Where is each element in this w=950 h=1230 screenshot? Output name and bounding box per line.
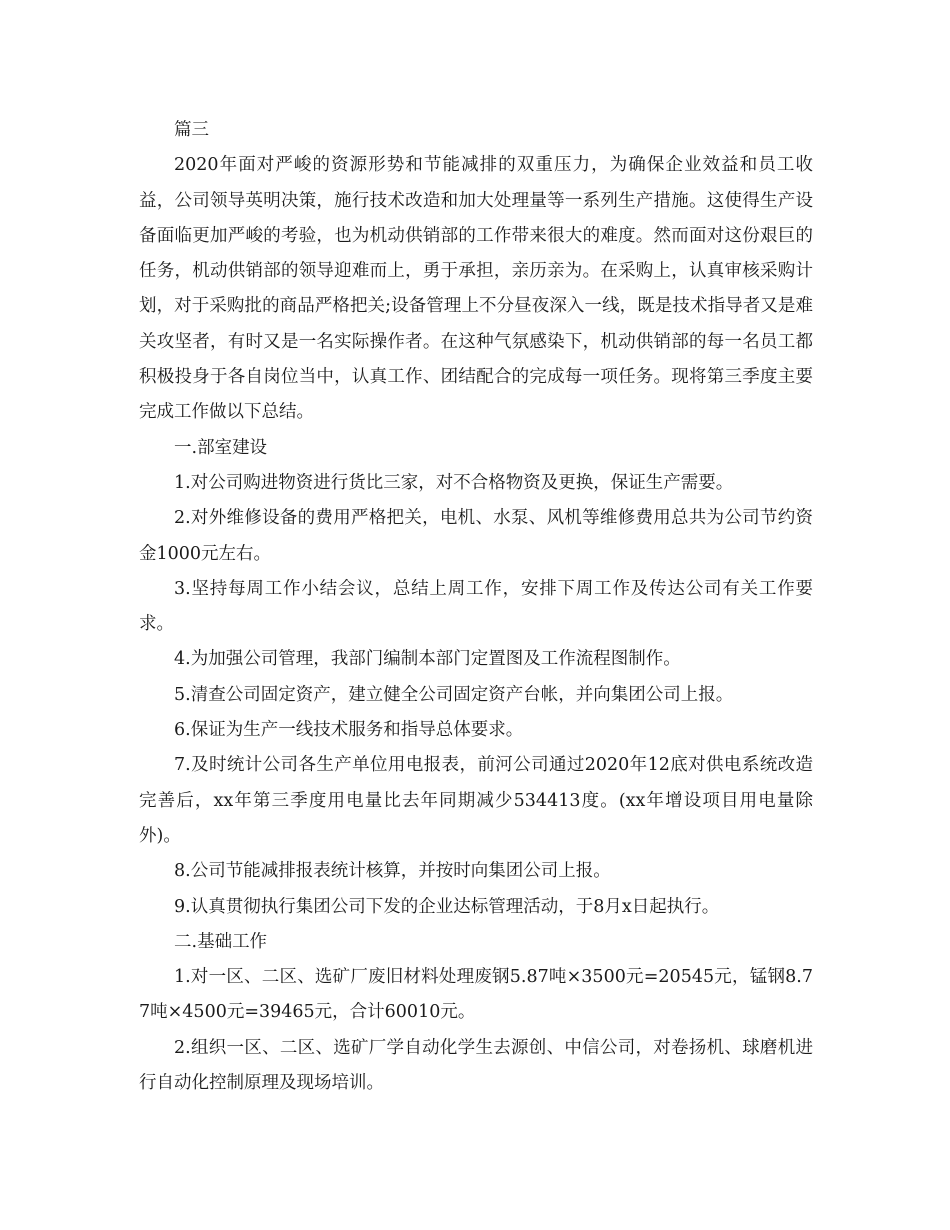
list-item: 4.为加强公司管理，我部门编制本部门定置图及工作流程图制作。 — [174, 649, 681, 670]
list-item: 1.对一区、二区、选矿厂废旧材料处理废钢5.87吨×3500元=20545元，锰钢8.77吨×4500元=39465元，合计60010元。 — [139, 967, 813, 1023]
list-item: 2.对外维修设备的费用严格把关，电机、水泵、风机等维修费用总共为公司节约资金1000元左右。 — [139, 508, 813, 564]
section-heading-2: 二.基础工作 — [174, 931, 268, 952]
list-item: 8.公司节能减排报表统计核算，并按时向集团公司上报。 — [174, 861, 611, 882]
section-title: 篇三 — [174, 120, 209, 140]
document-body — [139, 113, 813, 1101]
list-item: 9.认真贯彻执行集团公司下发的企业达标管理活动，于8月x日起执行。 — [174, 896, 720, 917]
list-item: 3.坚持每周工作小结会议，总结上周工作，安排下周工作及传达公司有关工作要求。 — [139, 578, 813, 635]
intro-paragraph: 2020年面对严峻的资源形势和节能减排的双重压力，为确保企业效益和员工收益，公司领导英明决策，施行技术改造和加大处理量等一系列生产措施。这使得生产设备面临更加严峻的考验，也为机动供销部的工作带来很大的难度。然而面对这份艰巨的任务，机动供销部的领导迎难而上，勇于承担，亲历亲为。在采购上，认真审核采购计划，对于采购批的商品严格把关;设备管理上不分昼夜深入一线，既是技术指导者又是难关攻坚者，有时又是一名实际操作者。在这种气氛感染下，机动供销部的每一名员工都积极投身于各自岗位当中，认真工作、团结配合的完成每一项任务。现将第三季度主要完成工作做以下总结。 — [139, 155, 813, 423]
list-item: 6.保证为生产一线技术服务和指导总体要求。 — [174, 720, 524, 741]
list-item: 1.对公司购进物资进行货比三家，对不合格物资及更换，保证生产需要。 — [174, 472, 734, 493]
list-item: 7.及时统计公司各生产单位用电报表，前河公司通过2020年12底对供电系统改造完善后，xx年第三季度用电量比去年同期减少534413度。(xx年增设项目用电量除外)。 — [139, 755, 813, 846]
list-item: 2.组织一区、二区、选矿厂学自动化学生去源创、中信公司，对卷扬机、球磨机进行自动化控制原理及现场培训。 — [139, 1037, 813, 1094]
section-heading-1: 一.部室建设 — [174, 437, 268, 458]
list-item: 5.清查公司固定资产，建立健全公司固定资产台帐，并向集团公司上报。 — [174, 684, 734, 705]
